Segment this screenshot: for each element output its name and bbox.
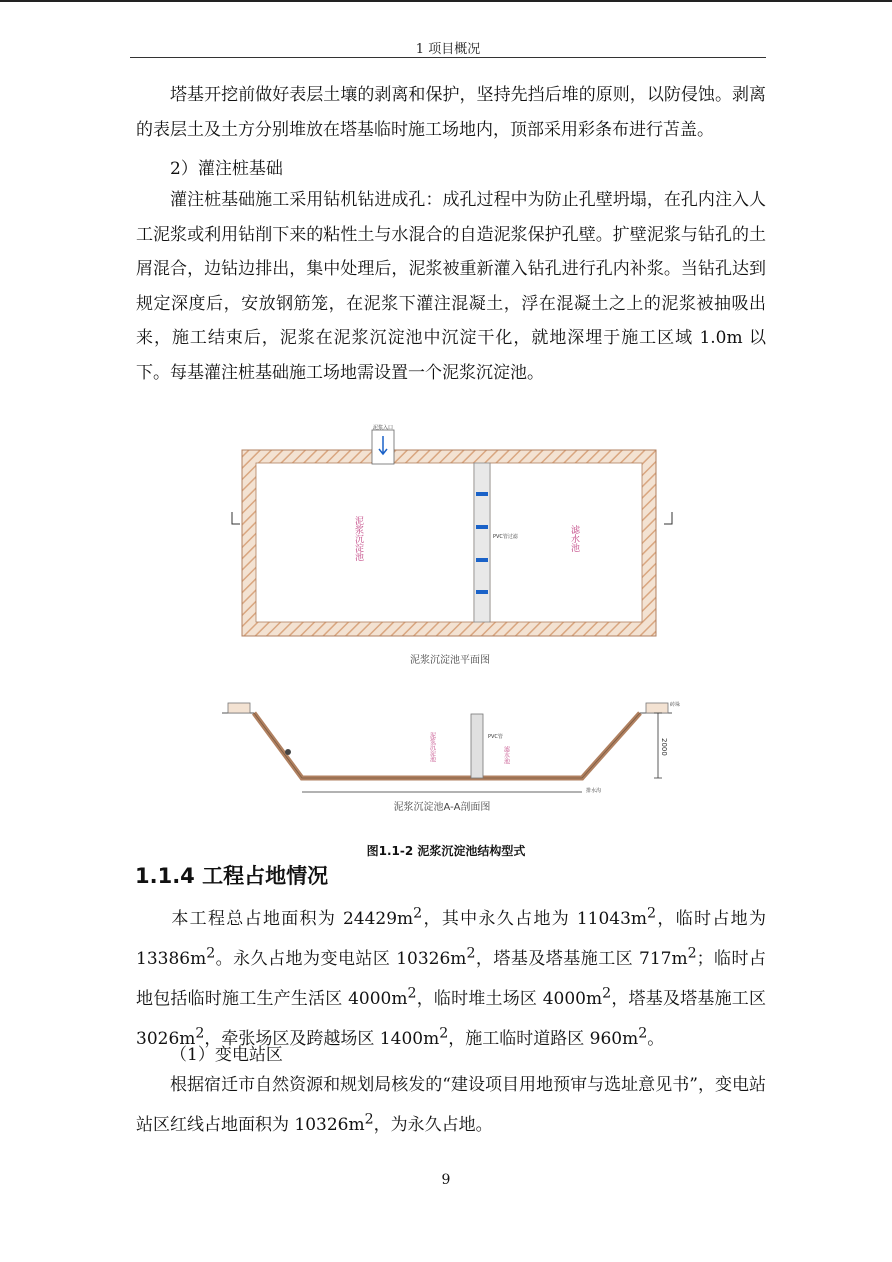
page-number: 9 <box>441 1172 451 1188</box>
paragraph-land-occupation-text: 本工程总占地面积为 $24429m^2$，其中永久占地为 $11043m^2$，临时占地为 $13386m^2$。永久占地为变电站区 $10326m^2$，塔基及塔基施工区 $717m^2$；临时占地包括临时施工生产生活区 $4000m^2$，临时堆土场区 $4000m^2$，塔基及塔基施工区 $3026m^2$，牵张场区及跨越场区 $1400m^2$，施工临时道路区 $960m^2$。 <box>136 905 767 1050</box>
plan-left-chamber-label: 泥浆沉淀池 <box>353 516 363 561</box>
top-border <box>0 0 892 2</box>
paragraph-land-occupation <box>136 896 766 1057</box>
plan-view <box>232 424 672 666</box>
right-brick-stack <box>646 703 668 713</box>
paragraph-substation-text: 根据宿迁市自然资源和规划局核发的“建设项目用地预审与选址意见书”，变电站站区红线占地面积为 $10326m^2$，为永久占地。 <box>136 1075 766 1136</box>
left-brick-stack <box>228 703 250 713</box>
paragraph-topsoil-text: 塔基开挖前做好表层土壤的剥离和保护，坚持先挡后堆的原则，以防侵蚀。剥离的表层土及土方分别堆放在塔基临时施工场地内，顶部采用彩条布进行苫盖。 <box>136 85 766 140</box>
plan-left-chamber <box>256 463 474 622</box>
section-title: 泥浆沉淀池A-A剖面图 <box>393 802 491 813</box>
section-title: 1.1.4 工程占地情况 <box>135 864 329 888</box>
plan-filter-label: PVC管过滤 <box>493 534 518 540</box>
header-rule <box>130 57 766 58</box>
section-right-chamber-label: 滤水池 <box>502 746 510 764</box>
plan-inlet-label: 泥浆入口 <box>372 425 394 431</box>
section-pit-wall <box>254 713 640 778</box>
plan-right-chamber <box>490 463 642 622</box>
running-header: 1 项目概况 <box>415 42 481 57</box>
section-wall-label: PVC管 <box>488 734 503 740</box>
section-view <box>222 701 680 813</box>
plan-filter-wall <box>474 463 490 622</box>
section-marker-left-icon <box>232 512 240 524</box>
section-side-label: 排水沟 <box>586 788 602 794</box>
paragraph-pile-foundation-text: 灌注桩基础施工采用钻机钻进成孔：成孔过程中为防止孔壁坍塌，在孔内注入人工泥浆或利用钻削下来的粘性土与水混合的自造泥浆保护孔壁。扩壁泥浆与钻孔的土屑混合，边钻边排出，集中处理后，泥浆被重新灌入钻孔进行孔内补浆。当钻孔达到规定深度后，安放钢筋笼，在泥浆下灌注混凝土，浮在混凝土之上的泥浆被抽吸出来，施工结束后，泥浆在泥浆沉淀池中沉淀干化，就地深埋于施工区域 1.0m 以下。每基灌注桩基础施工场地需设置一个泥浆沉淀池。 <box>136 190 766 383</box>
subheading-substation: （1）变电站区 <box>170 1045 283 1065</box>
section-pipe-icon <box>285 749 291 755</box>
section-filter-wall <box>471 714 483 778</box>
height-dimension-label: 2000 <box>660 738 668 756</box>
section-left-chamber-label: 泥浆沉淀池 <box>428 732 436 762</box>
figure-caption: 图1.1-2 泥浆沉淀池结构型式 <box>366 844 526 858</box>
subheading-pile-foundation: 2）灌注桩基础 <box>170 159 283 179</box>
section-corner-label: 砖垛 <box>670 702 681 708</box>
sedimentation-pond-figure <box>210 420 690 830</box>
section-marker-right-icon <box>664 512 672 524</box>
plan-title: 泥浆沉淀池平面图 <box>410 655 490 666</box>
plan-right-chamber-label: 滤水池 <box>569 525 579 552</box>
paragraph-topsoil <box>136 78 766 147</box>
paragraph-pile-foundation <box>136 183 766 390</box>
paragraph-substation <box>136 1068 766 1143</box>
